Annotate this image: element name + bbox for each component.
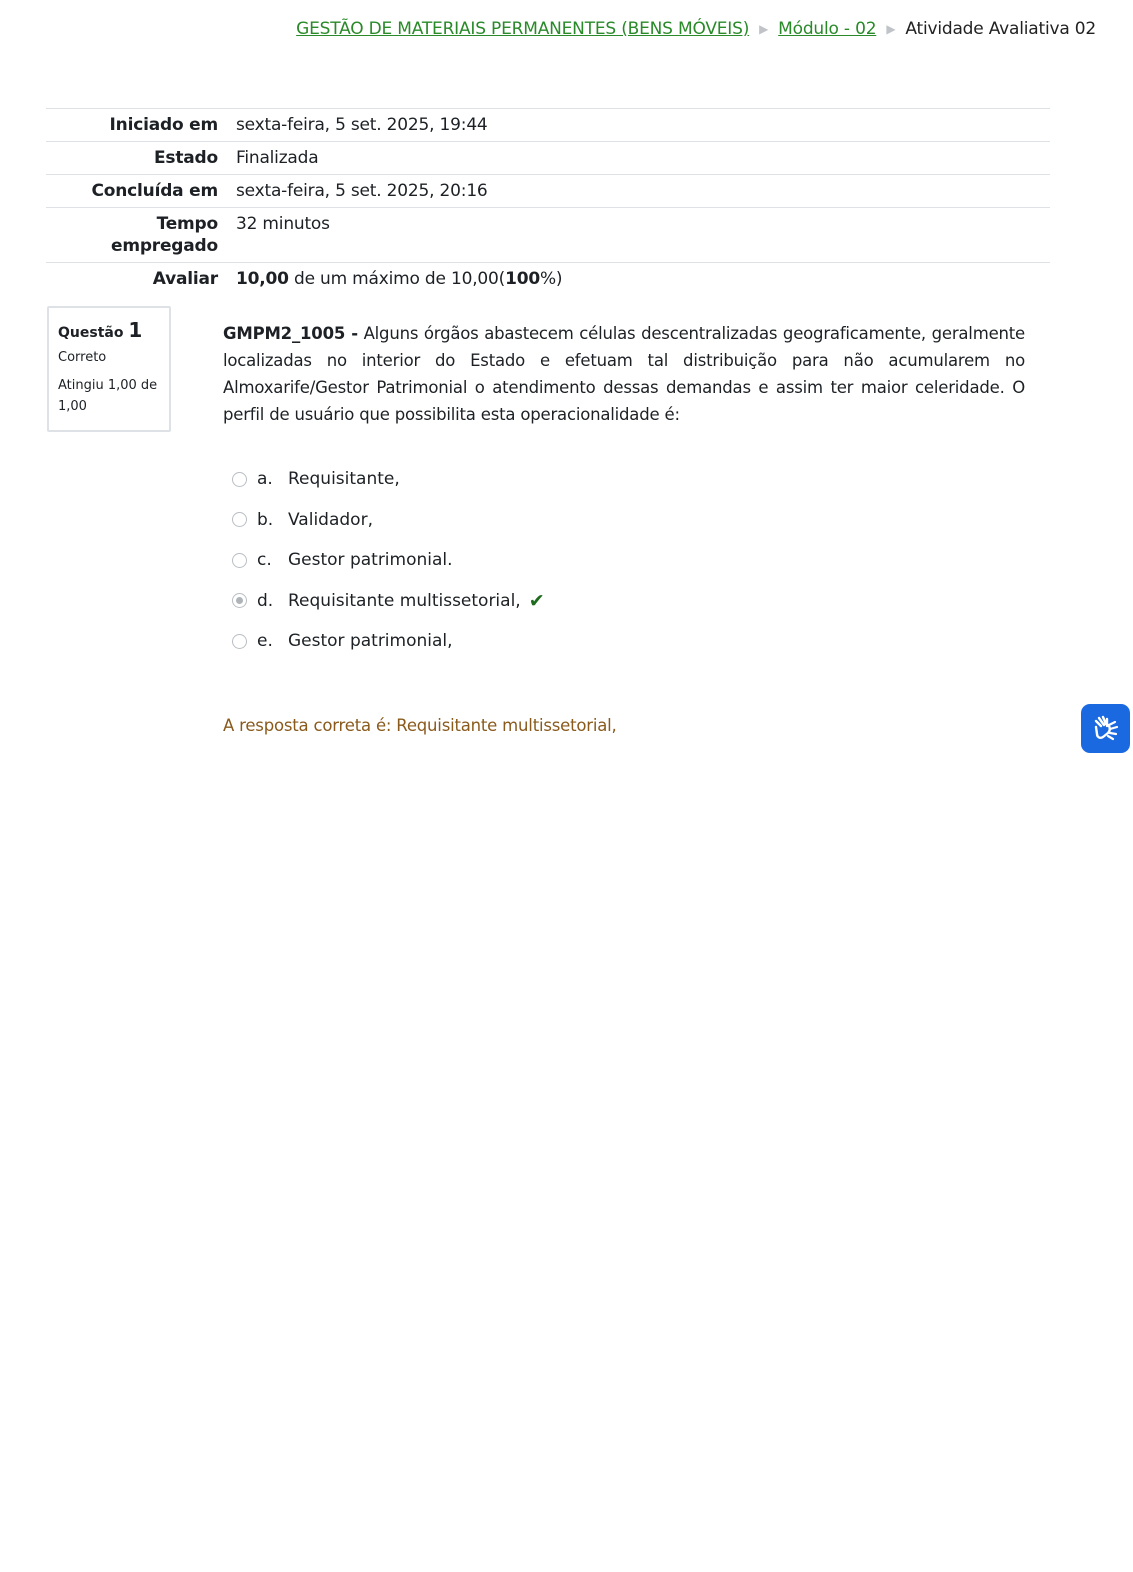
sign-language-hands-icon: [1090, 713, 1122, 745]
answer-letter: b.: [257, 509, 274, 530]
breadcrumb-current: Atividade Avaliativa 02: [905, 19, 1096, 39]
breadcrumb-module-link[interactable]: Módulo - 02: [778, 19, 877, 39]
grade-value: [236, 263, 1050, 296]
radio-icon[interactable]: [232, 634, 247, 649]
answer-list: [232, 459, 545, 662]
answer-option-a[interactable]: [232, 459, 545, 500]
summary-row-time: [46, 208, 1050, 263]
answer-text: Gestor patrimonial,: [288, 631, 453, 652]
grade-score: 10,00: [236, 269, 289, 289]
radio-icon[interactable]: [232, 472, 247, 487]
question-number-value: 1: [128, 318, 143, 342]
time-value: 32 minutos: [236, 208, 1050, 263]
question-label: Questão: [58, 325, 124, 341]
started-value: sexta-feira, 5 set. 2025, 19:44: [236, 109, 1050, 142]
question-text: [223, 320, 1025, 428]
answer-letter: a.: [257, 469, 273, 490]
question-body: Alguns órgãos abastecem células descentralizadas geograficamente, geralmente localizadas no interior do Estado e efetuam tal distribuição para não acumularem no Almoxarife/Gestor Patrimonial o atendimento dessas demandas e assim ter maior celeridade. O perfil de usuário que possibilita esta operacionalidade é:: [223, 324, 1025, 424]
question-grade: Atingiu 1,00 de 1,00: [58, 378, 158, 414]
completed-label: Concluída em: [46, 175, 236, 208]
completed-value: sexta-feira, 5 set. 2025, 20:16: [236, 175, 1050, 208]
question-number: [58, 318, 160, 342]
vlibras-accessibility-button[interactable]: [1081, 704, 1130, 753]
grade-end: %): [539, 269, 563, 289]
answer-text: Requisitante multissetorial,: [288, 590, 521, 611]
right-answer-feedback: A resposta correta é: Requisitante multissetorial,: [223, 716, 617, 735]
summary-row-completed: [46, 175, 1050, 208]
time-label-line2: empregado: [110, 236, 218, 256]
answer-text: Gestor patrimonial.: [288, 550, 453, 571]
correct-check-icon: ✔: [528, 589, 545, 612]
answer-option-c[interactable]: [232, 540, 545, 581]
grade-mid: de um máximo de 10,00(: [288, 269, 506, 289]
question-info-box: [47, 306, 171, 432]
radio-checked-icon[interactable]: [232, 593, 247, 608]
answer-option-b[interactable]: [232, 500, 545, 541]
answer-letter: c.: [257, 550, 272, 571]
breadcrumb: [296, 19, 1096, 39]
started-label: Iniciado em: [46, 109, 236, 142]
breadcrumb-course-link[interactable]: GESTÃO DE MATERIAIS PERMANENTES (BENS MÓVEIS): [296, 19, 750, 39]
answer-text: Validador,: [288, 509, 373, 530]
breadcrumb-separator-icon: ▶: [886, 22, 896, 36]
grade-label: Avaliar: [46, 263, 236, 296]
summary-row-state: [46, 142, 1050, 175]
answer-option-d[interactable]: [232, 581, 545, 622]
radio-icon[interactable]: [232, 512, 247, 527]
state-label: Estado: [46, 142, 236, 175]
state-value: Finalizada: [236, 142, 1050, 175]
radio-icon[interactable]: [232, 553, 247, 568]
quiz-summary-table: [46, 108, 1050, 295]
answer-text: Requisitante,: [288, 469, 400, 490]
question-state: Correto: [58, 350, 107, 365]
question-code: GMPM2_1005 -: [223, 324, 358, 343]
summary-row-started: [46, 109, 1050, 142]
time-label-line1: Tempo: [156, 214, 218, 234]
answer-letter: d.: [257, 590, 274, 611]
answer-letter: e.: [257, 631, 273, 652]
breadcrumb-separator-icon: ▶: [759, 22, 769, 36]
answer-option-e[interactable]: [232, 621, 545, 662]
summary-row-grade: [46, 263, 1050, 296]
time-label: [46, 208, 236, 263]
grade-percent: 100: [505, 269, 540, 289]
